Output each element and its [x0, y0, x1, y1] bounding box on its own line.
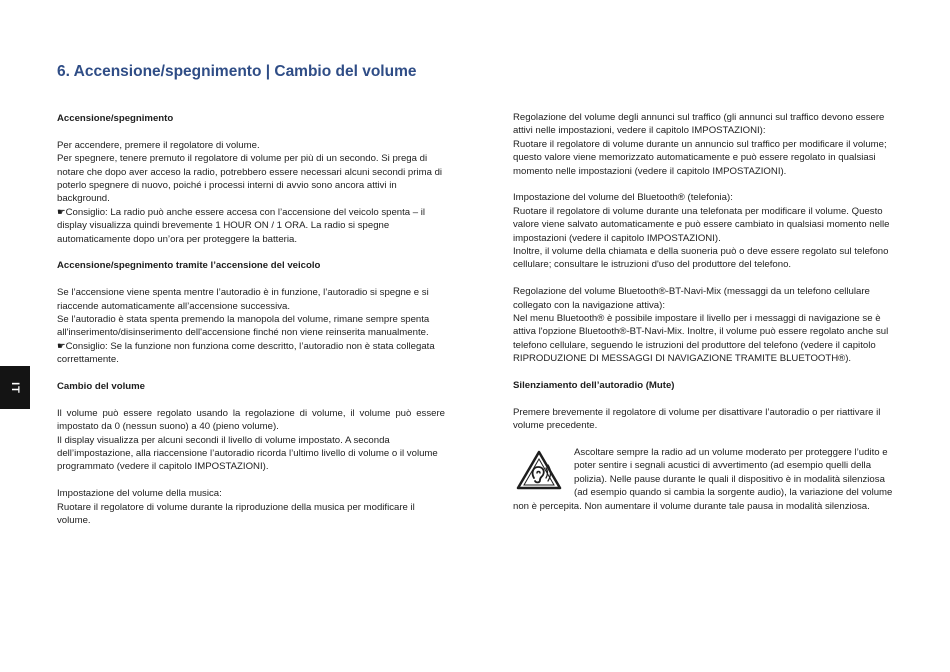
mute-text: Premere brevemente il regolatore di volume per disattivare l’autoradio o per riattivare il volume precedente.	[513, 406, 881, 432]
right-column	[513, 111, 901, 513]
bluetooth-volume-heading: Impostazione del volume del Bluetooth® (telefonia):	[513, 192, 733, 204]
bluetooth-volume-text: Ruotare il regolatore di volume durante una telefonata per modificare il volume. Questo valore viene salvato automaticamente e può essere cambiato in qualsiasi momento nelle impostazioni (vedere il capitolo IMPOSTAZIONI).	[513, 205, 890, 244]
volume-range-text: Il volume può essere regolato usando la regolazione di volume, il volume può essere impostato da 0 (nessun suono) a 40 (pieno volume).	[57, 407, 445, 433]
navi-mix-heading: Regolazione del volume Bluetooth®-BT-Navi-Mix (messaggi da un telefono cellulare collegato con la navigazione attiva):	[513, 286, 870, 311]
heading-power: Accensione/spegnimento	[57, 113, 174, 124]
ignition-text-2: Se l’autoradio è stata spenta premendo la manopola del volume, rimane sempre spenta all'inserimento/disinserimento dell'accensione finché non viene reinserita manualmente.	[57, 314, 430, 339]
volume-display-text: Il display visualizza per alcuni secondi il livello di volume impostato. A seconda dell’impostazione, alla riaccensione l’autoradio ricorda l’ultimo livello di volume o il volume programmato (vedere il capitolo IMPOSTAZIONI).	[57, 434, 438, 473]
bluetooth-phone-text: Inoltre, il volume della chiamata e della suoneria può o deve essere regolato sul telefono cellulare; consultare le istruzioni d'uso del produttore del telefono.	[513, 246, 889, 271]
heading-volume: Cambio del volume	[57, 381, 145, 393]
heading-mute: Silenziamento dell’autoradio (Mute)	[513, 380, 675, 392]
language-tab-label: IT	[9, 381, 21, 394]
page-title: 6. Accensione/spegnimento | Cambio del volume	[57, 63, 417, 80]
power-off-text: Per spegnere, tenere premuto il regolatore di volume per più di un secondo. Si prega di notare che dopo aver acceso la radio, potrebbero essere necessari alcuni secondi prima di poterlo spegnere di nuovo, poiché i processi interni di avvio sono ancora attivi in background.	[57, 153, 443, 205]
heading-ignition: Accensione/spegnimento tramite l’accensione del veicolo	[57, 260, 321, 272]
ignition-text-1: Se l’accensione viene spenta mentre l’autoradio è in funzione, l’autoradio si spegne e si riaccende automaticamente all’accensione successiva.	[57, 287, 429, 312]
navi-mix-text: Nel menu Bluetooth® è possibile impostare il livello per i messaggi di navigazione se è attiva l'opzione Bluetooth®-BT-Navi-Mix. Inoltre, il volume può essere regolato anche sul telefono cellulare, seguendo le istruzioni del produttore del telefono (vedere il capitolo RIPRODUZIONE DI MESSAGGI DI NAVIGAZIONE TRAMITE BLUETOOTH®).	[513, 313, 889, 365]
language-tab	[0, 366, 30, 409]
warning-block	[513, 446, 901, 513]
music-volume-text: Ruotare il regolatore di volume durante la riproduzione della musica per modificare il volume.	[57, 501, 415, 527]
left-column	[57, 112, 445, 528]
hearing-warning-icon	[516, 450, 562, 490]
music-volume-heading: Impostazione del volume della musica:	[57, 488, 222, 500]
traffic-volume-text: Ruotare il regolatore di volume durante un annuncio sul traffico per modificare il volume; questo valore viene memorizzato automaticamente e può essere regolato in qualsiasi momento nelle impostazioni (vedere il capitolo IMPOSTAZIONI).	[513, 138, 887, 177]
warning-text: Ascoltare sempre la radio ad un volume moderato per proteggere l’udito e poter sentire i segnali acustici di avvertimento (ad esempio quelli della polizia). Nelle pause durante le quali il dispositivo è in modalità silenziosa (ad esempio quando si cambia la sorgente audio), la variazione del volume non è percepita. Non aumentare il volume durante tale pausa in modalità silenziosa.	[513, 447, 893, 512]
tip-connection: ☛Consiglio: Se la funzione non funziona come descritto, l’autoradio non è stata collegata correttamente.	[57, 340, 435, 366]
tip-battery: ☛Consiglio: La radio può anche essere accesa con l’accensione del veicolo spenta – il display visualizza quindi brevemente 1 HOUR ON / 1 ORA. La radio si spegne automaticamente dopo un’ora per proteggere la batteria.	[57, 206, 426, 245]
traffic-volume-heading: Regolazione del volume degli annunci sul traffico (gli annunci sul traffico devono essere attivi nelle impostazioni, vedere il capitolo IMPOSTAZIONI):	[513, 112, 885, 137]
power-on-text: Per accendere, premere il regolatore di volume.	[57, 139, 260, 151]
